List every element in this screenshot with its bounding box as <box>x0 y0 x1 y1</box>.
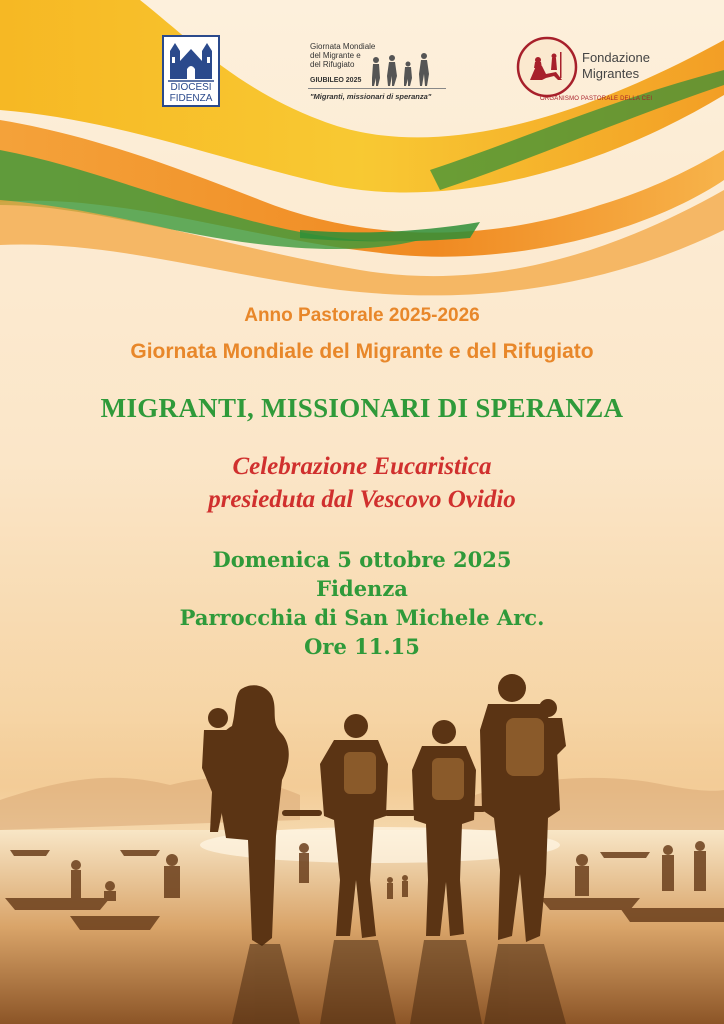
diocesi-name-line1: DIOCESI <box>170 82 212 93</box>
event-time: Ore 11.15 <box>304 634 420 659</box>
motto-heading: MIGRANTI, MISSIONARI DI SPERANZA <box>100 393 624 423</box>
giornata-logo-line3: del Rifugiato <box>310 60 355 69</box>
giornata-logo-underline <box>308 88 446 89</box>
giornata-title: Giornata Mondiale del Migrante e del Rifugiato <box>130 340 594 363</box>
celebration-line-1: Celebrazione Eucaristica <box>232 453 492 480</box>
giornata-logo-line1: Giornata Mondiale <box>310 42 376 51</box>
event-date: Domenica 5 ottobre 2025 <box>212 547 512 572</box>
event-parish: Parrocchia di San Michele Arc. <box>179 605 545 630</box>
migrants-silhouette-icon <box>370 52 440 88</box>
diocesi-name-line2: FIDENZA <box>169 93 213 104</box>
celebration-line-2: presieduta dal Vescovo Ovidio <box>208 486 516 513</box>
giornata-logo-motto: "Migranti, missionari di speranza" <box>310 92 432 101</box>
fondazione-name-line1: Fondazione <box>582 50 650 65</box>
fondazione-name-line2: Migrantes <box>582 66 640 81</box>
diocesi-fidenza-logo <box>162 35 220 107</box>
giornata-logo-line2: del Migrante e <box>310 51 361 60</box>
event-city: Fidenza <box>316 576 408 601</box>
giornata-mondiale-logo <box>304 40 454 112</box>
migrant-family-illustration <box>0 660 724 1024</box>
holy-family-emblem-icon <box>516 36 578 98</box>
giubileo-label: GIUBILEO 2025 <box>310 77 362 84</box>
fondazione-migrantes-logo <box>516 36 676 108</box>
fondazione-subtitle: ORGANISMO PASTORALE DELLA CEI <box>540 96 653 102</box>
anno-pastorale: Anno Pastorale 2025-2026 <box>244 305 480 326</box>
